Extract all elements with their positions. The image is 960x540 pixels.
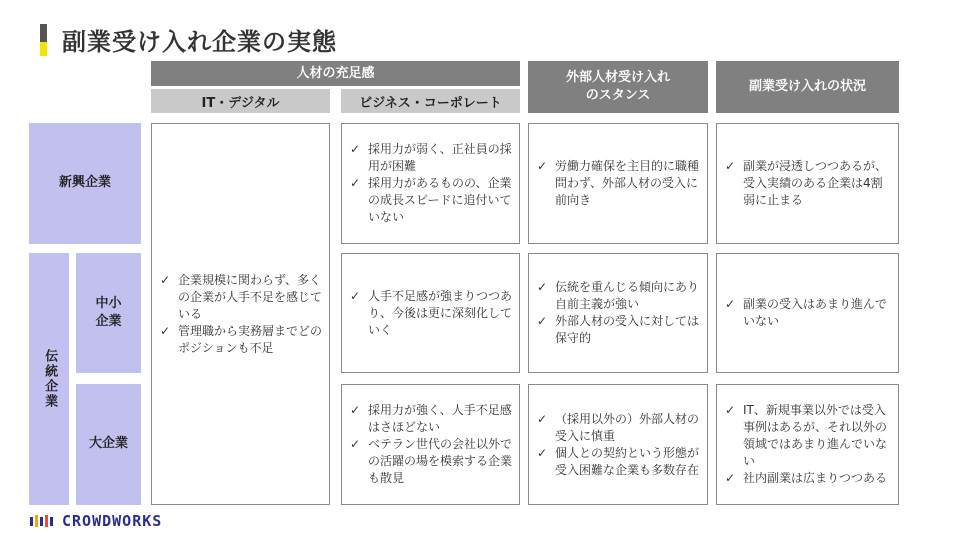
cell-side-large bbox=[716, 384, 899, 505]
list-item: ✓ 採用力があるものの、企業の成長スピードに追付いていない bbox=[350, 176, 512, 224]
list-item: ✓ 外部人材の受入に対しては保守的 bbox=[537, 314, 700, 345]
list-item: ✓ 採用力が弱く、正社員の採用が困難 bbox=[350, 142, 512, 173]
cell-side-emerging bbox=[716, 123, 899, 244]
header-talent-shortage: 人材の充足感 bbox=[151, 61, 520, 86]
page-title: 副業受け入れ企業の実態 bbox=[62, 28, 337, 56]
list-item: ✓ 労働力確保を主目的に職種問わず、外部人材の受入に前向き bbox=[537, 159, 700, 207]
cell-ext-emerging bbox=[528, 123, 708, 244]
list-item: ✓ 社内副業は広まりつつある bbox=[725, 471, 888, 485]
cell-ext-large bbox=[528, 384, 708, 505]
row-label-emerging: 新興企業 bbox=[29, 123, 141, 244]
cell-biz-large bbox=[341, 384, 520, 505]
row-label-large: 大企業 bbox=[76, 384, 141, 505]
cell-ext-smallmid bbox=[528, 253, 708, 373]
cell-it-all bbox=[151, 123, 330, 505]
list-item: ✓ 管理職から実務層までどのポジションも不足 bbox=[160, 323, 323, 355]
row-label-small-mid: 中小 企業 bbox=[76, 253, 141, 373]
crowdworks-logo bbox=[30, 512, 162, 530]
header-business-corporate: ビジネス・コーポレート bbox=[341, 89, 520, 113]
title-accent-bar bbox=[40, 24, 47, 56]
crowdworks-logo-text: CROWDWORKS bbox=[62, 512, 163, 530]
cell-side-smallmid bbox=[716, 253, 899, 373]
list-item: ✓ （採用以外の）外部人材の受入に慎重 bbox=[537, 411, 700, 443]
list-item: ✓ 副業の受入はあまり進んでいない bbox=[725, 297, 888, 328]
list-item: ✓ 副業が浸透しつつあるが、受入実績のある企業は4割弱に止まる bbox=[725, 159, 888, 207]
cell-biz-emerging bbox=[341, 123, 520, 244]
cell-biz-smallmid bbox=[341, 253, 520, 373]
list-item: ✓ IT、新規事業以外では受入事例はあるが、それ以外の領域ではあまり進んでいない bbox=[725, 403, 888, 468]
header-it-digital: IT・デジタル bbox=[151, 89, 330, 113]
list-item: ✓ 採用力が強く、人手不足感はさほどない bbox=[350, 403, 512, 434]
row-label-traditional: 伝統企業 bbox=[29, 253, 69, 505]
header-external-stance: 外部人材受け入れ のスタンス bbox=[528, 61, 708, 113]
crowdworks-logo-icon bbox=[30, 514, 56, 528]
header-side-job-status: 副業受け入れの状況 bbox=[716, 61, 899, 113]
list-item: ✓ 人手不足感が強まりつつあり、今後は更に深刻化していく bbox=[350, 288, 513, 337]
list-item: ✓ 個人との契約という形態が受入困難な企業も多数存在 bbox=[537, 445, 700, 477]
list-item: ✓ ベテラン世代の会社以外での活躍の場を模索する企業も散見 bbox=[350, 437, 513, 485]
list-item: ✓ 企業規模に関わらず、多くの企業が人手不足を感じている bbox=[160, 272, 323, 321]
list-item: ✓ 伝統を重んじる傾向にあり自前主義が強い bbox=[537, 280, 700, 311]
